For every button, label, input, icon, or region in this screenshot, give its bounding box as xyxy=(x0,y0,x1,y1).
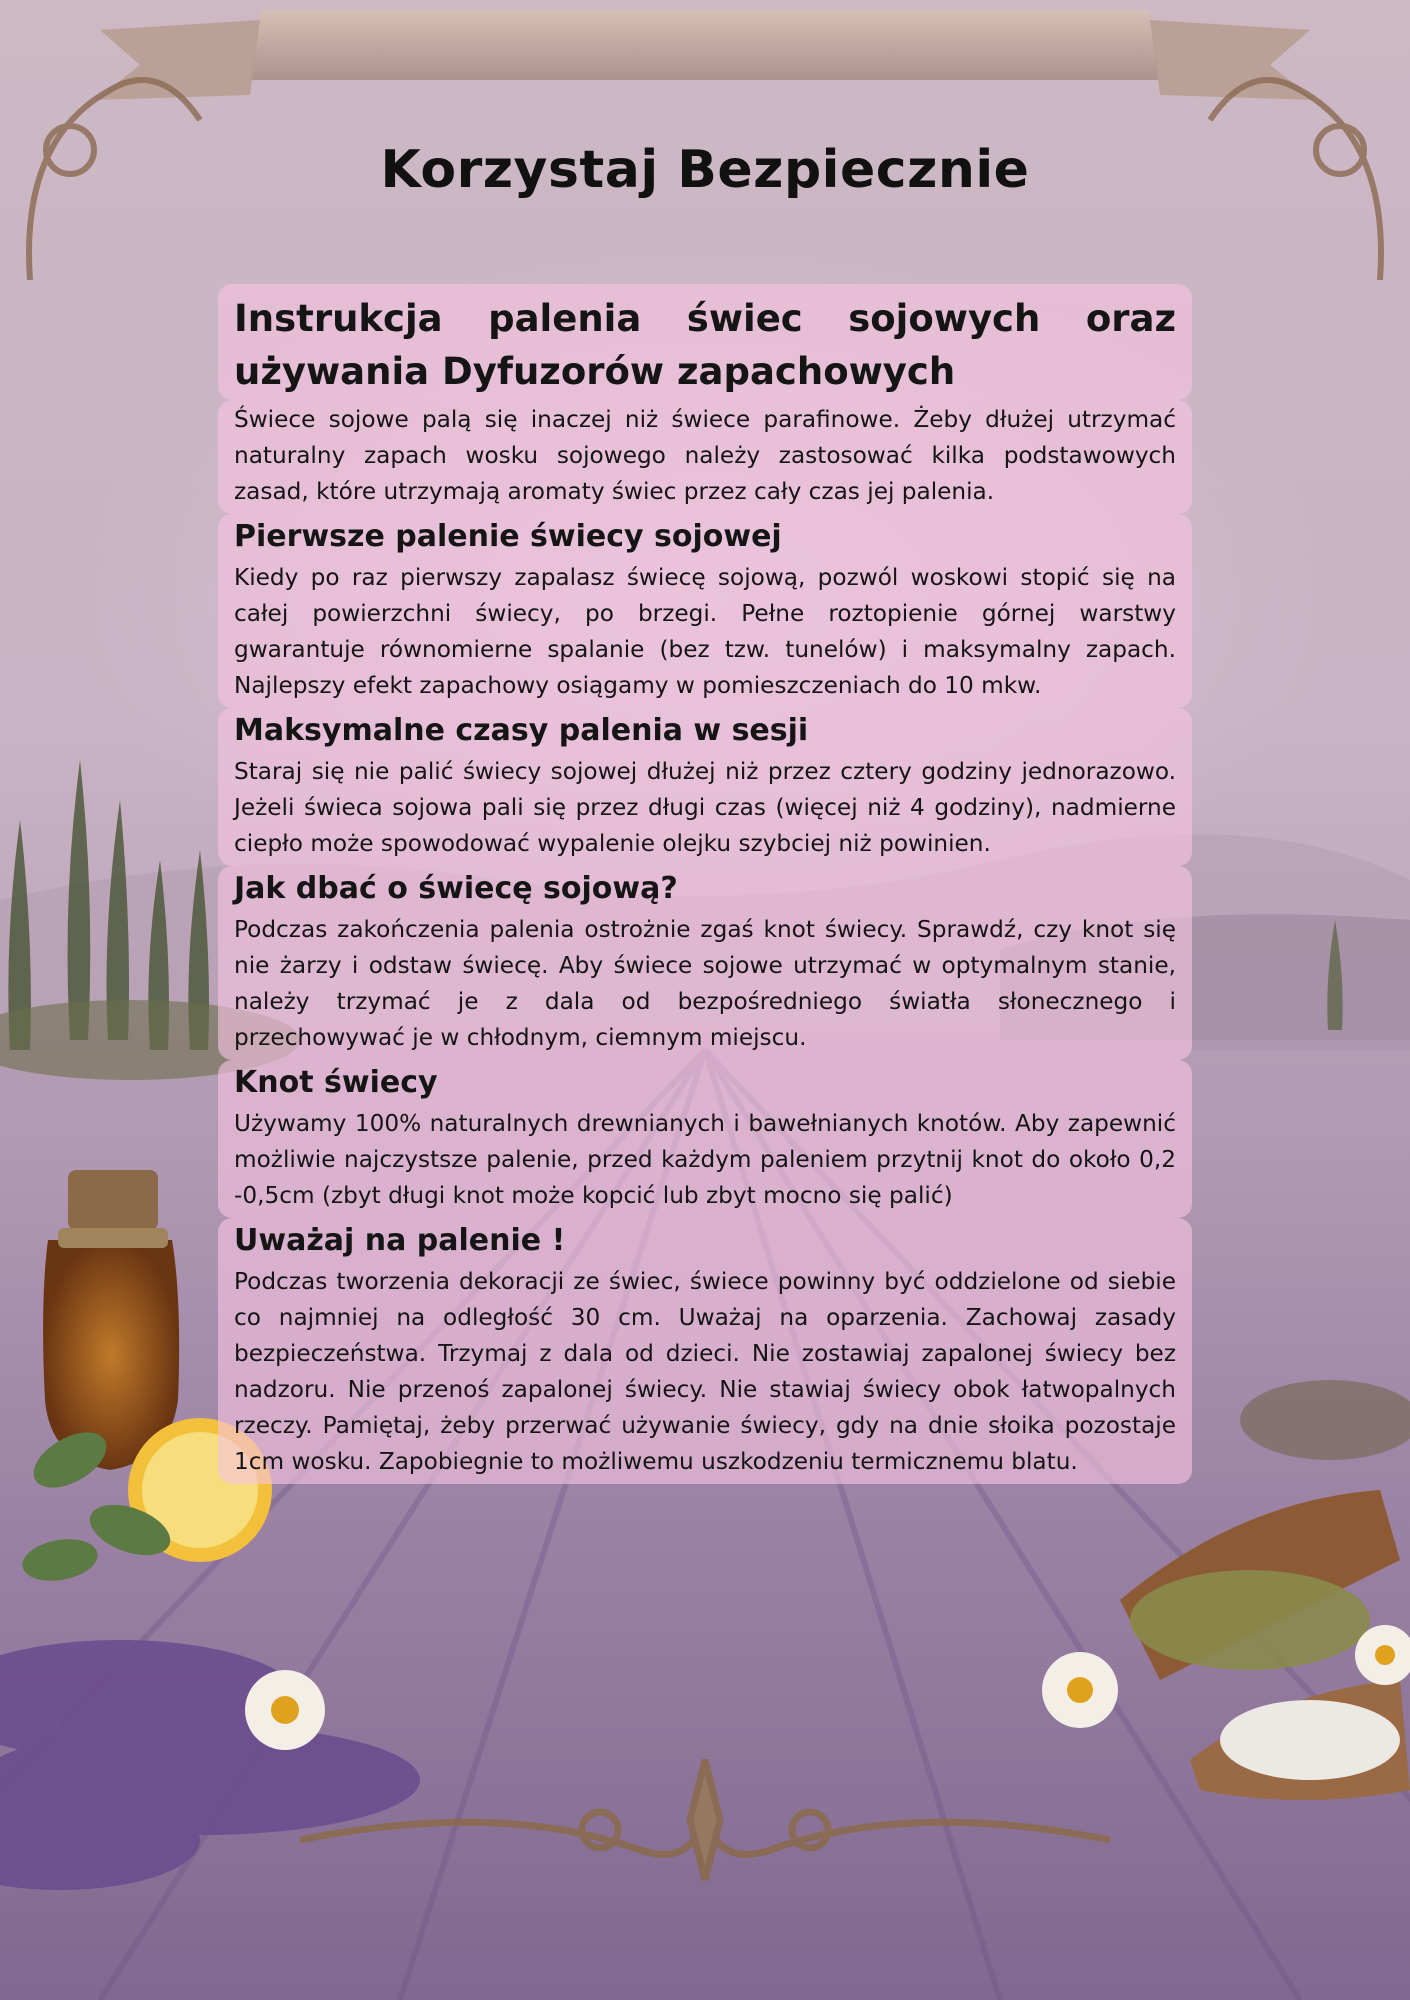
section-heading: Jak dbać o świecę sojową? xyxy=(234,871,678,906)
section-safety xyxy=(218,1218,1192,1484)
section-heading: Pierwsze palenie świecy sojowej xyxy=(234,519,782,554)
main-heading-block xyxy=(218,284,1192,400)
section-heading: Uważaj na palenie ! xyxy=(234,1223,566,1258)
intro-text: Świece sojowe palą się inaczej niż świece parafinowe. Żeby dłużej utrzymać naturalny zapach wosku sojowego należy zastosować kilka podstawowych zasad, które utrzymają aromaty świec przez cały czas jej palenia. xyxy=(234,406,1176,505)
section-text: Podczas tworzenia dekoracji ze świec, świece powinny być oddzielone od siebie co najmniej na odległość 30 cm. Uważaj na oparzenia. Zachowaj zasady bezpieczeństwa. Trzymaj z dala od dzieci. Nie zostawiaj zapalonej świecy bez nadzoru. Nie przenoś zapalonej świecy. Nie stawiaj świecy obok łatwopalnych rzeczy. Pamiętaj, żeby przerwać używanie świecy, gdy na dnie słoika pozostaje 1cm wosku. Zapobiegnie to możliwemu uszkodzeniu termicznemu blatu. xyxy=(234,1268,1176,1475)
main-heading: Instrukcja palenia świec sojowych oraz używania Dyfuzorów zapachowych xyxy=(234,297,1176,393)
section-text: Podczas zakończenia palenia ostrożnie zgaś knot świecy. Sprawdź, czy knot się nie żarzy i odstaw świecę. Aby świece sojowe utrzymać w optymalnym stanie, należy trzymać je z dala od bezpośredniego światła słonecznego i przechowywać je w chłodnym, ciemnym miejscu. xyxy=(234,916,1176,1051)
section-candle-care xyxy=(218,866,1192,1060)
section-text: Staraj się nie palić świecy sojowej dłużej niż przez cztery godziny jednorazowo. Jeżeli świeca sojowa pali się przez długi czas (więcej niż 4 godziny), nadmierne ciepło może spowodować wypalenie olejku szybciej niż powinien. xyxy=(234,758,1176,857)
page-title: Korzystaj Bezpiecznie xyxy=(380,140,1030,200)
section-heading: Maksymalne czasy palenia w sesji xyxy=(234,713,809,748)
section-heading: Knot świecy xyxy=(234,1065,438,1100)
section-max-burn-time xyxy=(218,708,1192,866)
instructions-content xyxy=(218,284,1192,1484)
intro-block xyxy=(218,400,1192,514)
section-text: Kiedy po raz pierwszy zapalasz świecę sojową, pozwól woskowi stopić się na całej powierzchni świecy, po brzegi. Pełne roztopienie górnej warstwy gwarantuje równomierne spalanie (bez tzw. tunelów) i maksymalny zapach. Najlepszy efekt zapachowy osiągamy w pomieszczeniach do 10 mkw. xyxy=(234,564,1176,699)
section-first-burn xyxy=(218,514,1192,708)
section-wick xyxy=(218,1060,1192,1218)
section-text: Używamy 100% naturalnych drewnianych i bawełnianych knotów. Aby zapewnić możliwie najczystsze palenie, przed każdym paleniem przytnij knot do około 0,2 -0,5cm (zbyt długi knot może kopcić lub zbyt mocno się palić) xyxy=(234,1110,1176,1209)
